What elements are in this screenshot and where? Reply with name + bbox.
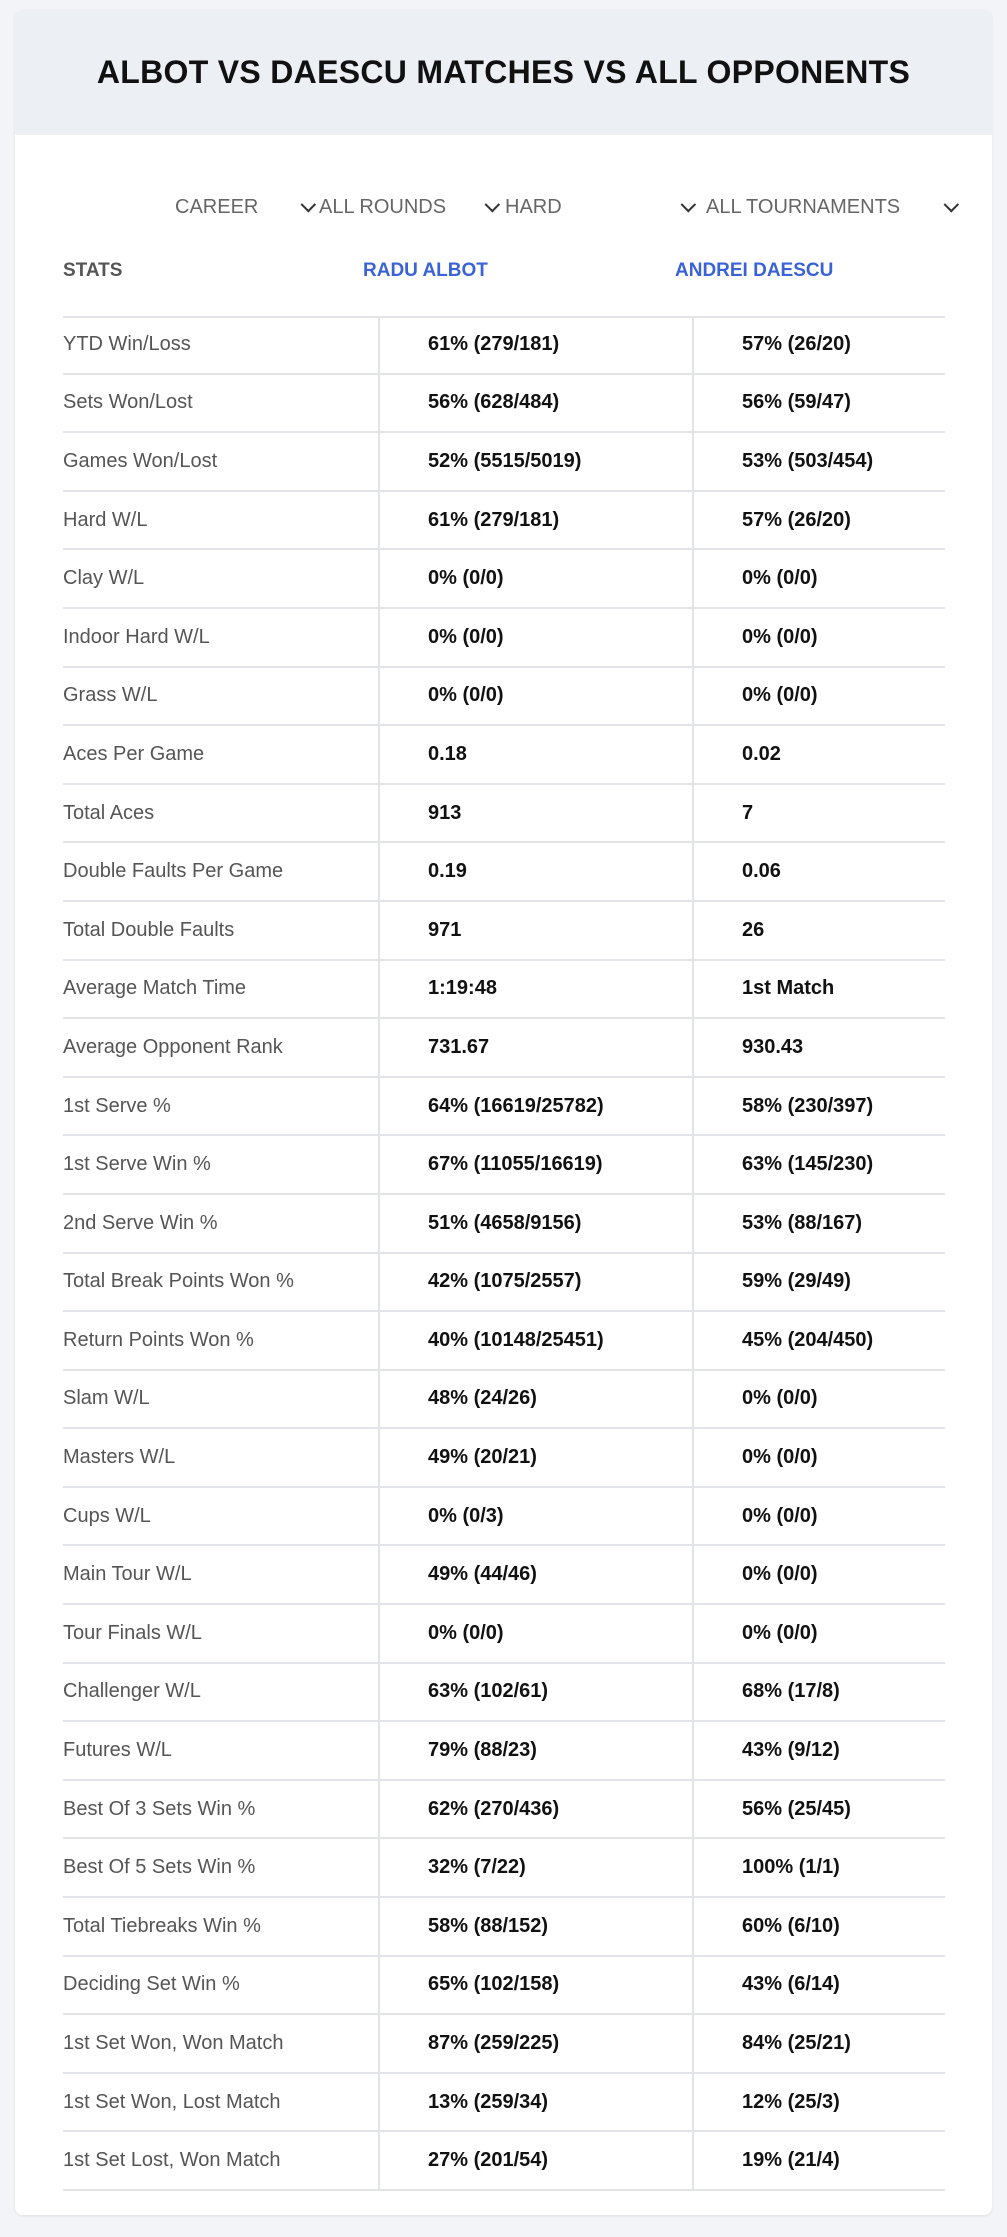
player2-stat-value: 0% (0/0)	[692, 668, 945, 725]
rounds-filter-dropdown[interactable]	[319, 182, 499, 232]
table-row	[63, 843, 945, 902]
chevron-down-icon	[944, 196, 960, 212]
table-row	[63, 2015, 945, 2074]
table-row	[63, 1839, 945, 1898]
player1-stat-value: 1:19:48	[378, 961, 692, 1018]
player2-stat-value: 84% (25/21)	[692, 2015, 945, 2072]
chevron-down-icon	[485, 196, 501, 212]
stat-label: 1st Set Won, Lost Match	[63, 2090, 281, 2113]
stat-label: Indoor Hard W/L	[63, 625, 210, 648]
stat-label: Sets Won/Lost	[63, 391, 193, 414]
player1-stat-value: 42% (1075/2557)	[378, 1254, 692, 1311]
chevron-down-icon	[301, 196, 317, 212]
player2-stat-value: 53% (88/167)	[692, 1195, 945, 1252]
table-row	[63, 902, 945, 961]
table-row	[63, 1898, 945, 1957]
table-row	[63, 550, 945, 609]
player2-stat-value: 59% (29/49)	[692, 1254, 945, 1311]
stat-label: Deciding Set Win %	[63, 1973, 240, 1996]
player1-stat-value: 49% (20/21)	[378, 1429, 692, 1486]
tournaments-filter-value: ALL TOURNAMENTS	[706, 195, 901, 218]
stat-label: Main Tour W/L	[63, 1563, 192, 1586]
stat-label: Aces Per Game	[63, 742, 205, 765]
stat-label: Tour Finals W/L	[63, 1621, 202, 1644]
player2-stat-value: 43% (9/12)	[692, 1722, 945, 1779]
page-title: ALBOT VS DAESCU MATCHES VS ALL OPPONENTS	[96, 54, 911, 90]
stat-label: Return Points Won %	[63, 1328, 254, 1351]
player1-stat-value: 51% (4658/9156)	[378, 1195, 692, 1252]
player1-stat-value: 13% (259/34)	[378, 2074, 692, 2131]
player2-stat-value: 43% (6/14)	[692, 1957, 945, 2014]
stat-label: 1st Set Lost, Won Match	[63, 2149, 281, 2172]
player2-stat-value: 60% (6/10)	[692, 1898, 945, 1955]
stat-label: Best Of 5 Sets Win %	[63, 1856, 256, 1879]
chevron-down-icon	[681, 196, 697, 212]
player1-stat-value: 0% (0/0)	[378, 609, 692, 666]
stat-label: Slam W/L	[63, 1387, 150, 1410]
player2-stat-value: 0.06	[692, 843, 945, 900]
player2-stat-value: 0.02	[692, 726, 945, 783]
stat-label: Total Tiebreaks Win %	[63, 1914, 261, 1937]
player2-stat-value: 0% (0/0)	[692, 1605, 945, 1662]
table-row	[63, 1078, 945, 1137]
table-row	[63, 375, 945, 434]
stat-label: Futures W/L	[63, 1739, 172, 1762]
table-row	[63, 1957, 945, 2016]
table-row	[63, 961, 945, 1020]
stat-label: Games Won/Lost	[63, 449, 218, 472]
stat-label: 2nd Serve Win %	[63, 1211, 218, 1234]
stat-label: Hard W/L	[63, 508, 148, 531]
table-row	[63, 668, 945, 727]
player2-stat-value: 1st Match	[692, 961, 945, 1018]
stat-label: Total Double Faults	[63, 918, 235, 941]
stat-label: Average Opponent Rank	[63, 1035, 283, 1058]
player1-stat-value: 63% (102/61)	[378, 1664, 692, 1721]
player1-stat-value: 65% (102/158)	[378, 1957, 692, 2014]
table-row	[63, 1254, 945, 1313]
stat-label: Double Faults Per Game	[63, 860, 284, 883]
player1-stat-value: 58% (88/152)	[378, 1898, 692, 1955]
table-row	[63, 1781, 945, 1840]
table-row	[63, 1019, 945, 1078]
player1-stat-value: 40% (10148/25451)	[378, 1312, 692, 1369]
stat-label: Grass W/L	[63, 684, 158, 707]
stat-label: 1st Serve Win %	[63, 1153, 211, 1176]
table-row	[63, 1136, 945, 1195]
stat-label: 1st Serve %	[63, 1094, 171, 1117]
stat-label: YTD Win/Loss	[63, 332, 191, 355]
stats-table-header	[63, 246, 945, 318]
stat-label: Total Aces	[63, 801, 155, 824]
stat-label: Total Break Points Won %	[63, 1270, 294, 1293]
player2-stat-value: 19% (21/4)	[692, 2132, 945, 2189]
player2-stat-value: 0% (0/0)	[692, 550, 945, 607]
player2-stat-value: 0% (0/0)	[692, 1429, 945, 1486]
player2-stat-value: 53% (503/454)	[692, 433, 945, 490]
player1-stat-value: 32% (7/22)	[378, 1839, 692, 1896]
stat-label: Clay W/L	[63, 567, 145, 590]
player1-stat-value: 48% (24/26)	[378, 1371, 692, 1428]
player1-stat-value: 67% (11055/16619)	[378, 1136, 692, 1193]
player2-stat-value: 57% (26/20)	[692, 492, 945, 549]
player1-stat-value: 731.67	[378, 1019, 692, 1076]
table-row	[63, 1664, 945, 1723]
player2-stat-value: 56% (25/45)	[692, 1781, 945, 1838]
player1-stat-value: 87% (259/225)	[378, 2015, 692, 2072]
player2-stat-value: 100% (1/1)	[692, 1839, 945, 1896]
player2-stat-value: 68% (17/8)	[692, 1664, 945, 1721]
player2-stat-value: 58% (230/397)	[692, 1078, 945, 1135]
player2-stat-value: 45% (204/450)	[692, 1312, 945, 1369]
player1-stat-value: 79% (88/23)	[378, 1722, 692, 1779]
table-row	[63, 726, 945, 785]
player1-stat-value: 61% (279/181)	[378, 492, 692, 549]
player2-stat-value: 0% (0/0)	[692, 609, 945, 666]
table-row	[63, 2074, 945, 2133]
player1-stat-value: 971	[378, 902, 692, 959]
stat-label: Best Of 3 Sets Win %	[63, 1797, 256, 1820]
table-row	[63, 609, 945, 668]
player1-stat-value: 0% (0/3)	[378, 1488, 692, 1545]
table-row	[63, 433, 945, 492]
table-row	[63, 1371, 945, 1430]
player1-stat-value: 64% (16619/25782)	[378, 1078, 692, 1135]
stats-column-header: STATS	[63, 260, 123, 281]
table-row	[63, 1488, 945, 1547]
player2-stat-value: 57% (26/20)	[692, 316, 945, 373]
stats-table-body	[63, 316, 945, 2191]
stats-card	[15, 10, 992, 2215]
player1-stat-value: 0% (0/0)	[378, 1605, 692, 1662]
surface-filter-value: HARD	[505, 195, 562, 218]
player2-stat-value: 56% (59/47)	[692, 375, 945, 432]
player1-stat-value: 27% (201/54)	[378, 2132, 692, 2189]
table-row	[63, 2132, 945, 2191]
period-filter-value: CAREER	[175, 195, 259, 218]
table-row	[63, 492, 945, 551]
stat-label: Average Match Time	[63, 977, 247, 1000]
player2-column-header[interactable]: ANDREI DAESCU	[675, 260, 834, 281]
period-filter-dropdown[interactable]	[175, 182, 315, 232]
table-row	[63, 1605, 945, 1664]
table-row	[63, 1195, 945, 1254]
player2-stat-value: 63% (145/230)	[692, 1136, 945, 1193]
player2-stat-value: 0% (0/0)	[692, 1488, 945, 1545]
player2-stat-value: 930.43	[692, 1019, 945, 1076]
player1-stat-value: 62% (270/436)	[378, 1781, 692, 1838]
table-row	[63, 1722, 945, 1781]
player1-stat-value: 61% (279/181)	[378, 316, 692, 373]
player2-stat-value: 7	[692, 785, 945, 842]
player1-stat-value: 0% (0/0)	[378, 550, 692, 607]
player2-stat-value: 0% (0/0)	[692, 1546, 945, 1603]
table-row	[63, 1546, 945, 1605]
player1-stat-value: 56% (628/484)	[378, 375, 692, 432]
player1-stat-value: 913	[378, 785, 692, 842]
player1-stat-value: 0.19	[378, 843, 692, 900]
table-row	[63, 1429, 945, 1488]
player1-stat-value: 52% (5515/5019)	[378, 433, 692, 490]
player2-stat-value: 26	[692, 902, 945, 959]
player2-stat-value: 0% (0/0)	[692, 1371, 945, 1428]
stat-label: Cups W/L	[63, 1504, 151, 1527]
table-row	[63, 1312, 945, 1371]
player1-stat-value: 0% (0/0)	[378, 668, 692, 725]
stat-label: Masters W/L	[63, 1446, 176, 1469]
player1-stat-value: 0.18	[378, 726, 692, 783]
tournaments-filter-dropdown[interactable]	[706, 182, 958, 232]
player1-column-header[interactable]: RADU ALBOT	[363, 260, 488, 281]
player2-stat-value: 12% (25/3)	[692, 2074, 945, 2131]
surface-filter-dropdown[interactable]	[505, 182, 695, 232]
table-row	[63, 785, 945, 844]
stat-label: Challenger W/L	[63, 1680, 201, 1703]
player1-stat-value: 49% (44/46)	[378, 1546, 692, 1603]
filter-bar	[15, 182, 992, 232]
table-row	[63, 316, 945, 375]
rounds-filter-value: ALL ROUNDS	[319, 195, 447, 218]
stat-label: 1st Set Won, Won Match	[63, 2032, 284, 2055]
card-header	[15, 10, 992, 135]
